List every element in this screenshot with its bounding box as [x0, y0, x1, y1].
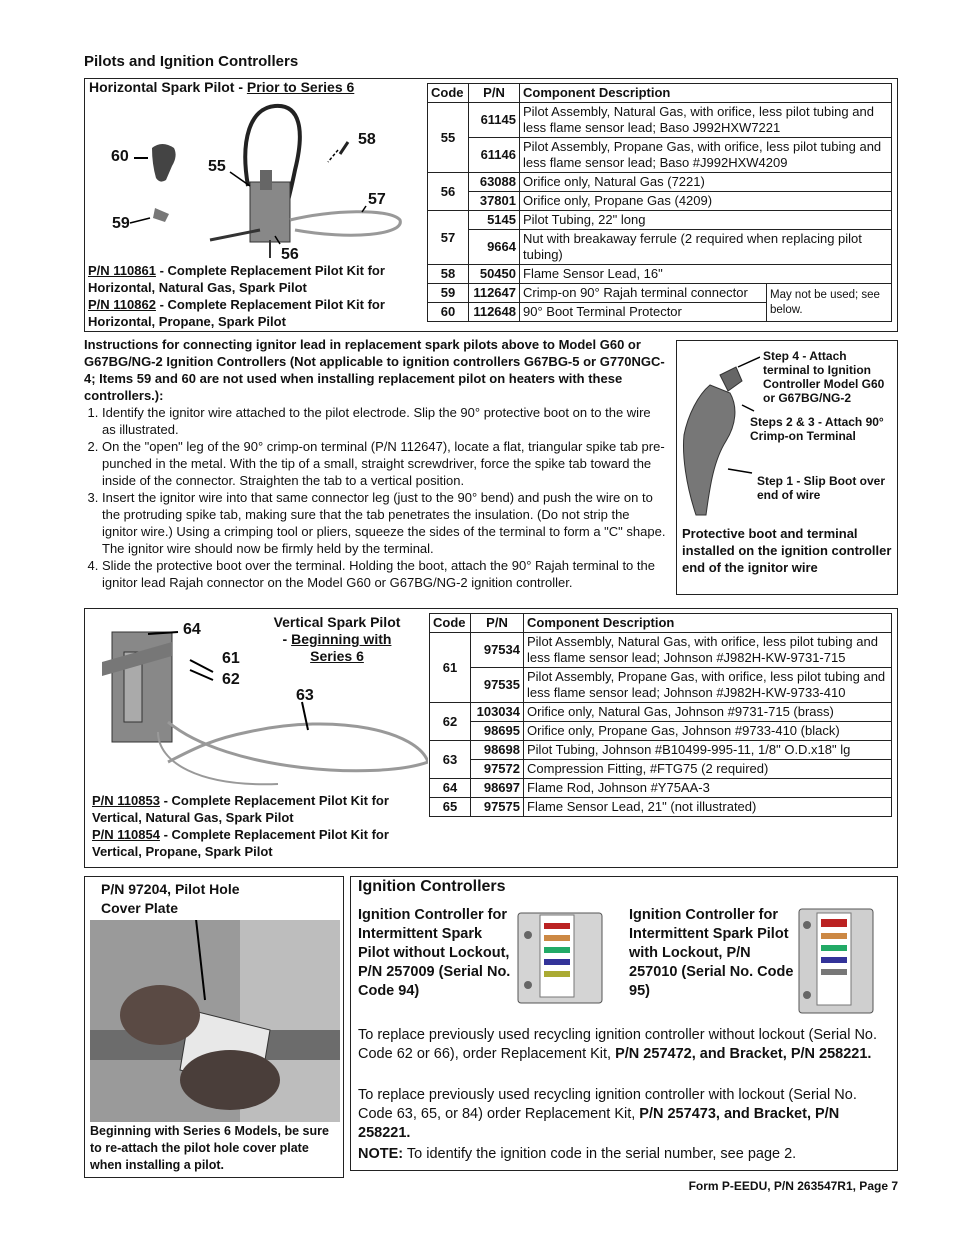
- controller-257009-image: [514, 905, 606, 1015]
- may-not-be-used-note: May not be used; see below.: [767, 284, 892, 322]
- label-56: 56: [281, 246, 299, 263]
- table-row: 62 103034 Orifice only, Natural Gas, Johnson #9731-715 (brass): [430, 703, 892, 722]
- table-row: 61 97534 Pilot Assembly, Natural Gas, with orifice, less pilot tubing and less flame sensor lead; Johnson #J982H-KW-9731-715: [430, 633, 892, 668]
- horizontal-parts-table: Code P/N Component Description 55 61145 Pilot Assembly, Natural Gas, with orifice, less pilot tubing and less flame sensor lead; Baso J992HXW7221 61146 Pilot Assembly, Propane Gas, with orifice, less pilot tubing and less flame sensor lead; Baso #J992HXW4209 56 63088 Orifice only, Natural Gas (7221) 37801 Orifice only, Propane Gas (4209) 57 5145 Pilot Tubing, 22" long 9664 Nut with breakaway ferrule (2 required when replacing pilot tubing) 58 50450 Flame Sensor Lead, 16" 59 112647 Crimp-on 90° Rajah terminal connector May not be used; see below. 60 112648 90° Boot Terminal Protector: [427, 83, 892, 322]
- prior-series-link: Prior to Series 6: [246, 79, 355, 95]
- label-61: 61: [222, 650, 240, 667]
- vertical-heading: Vertical Spark Pilot - Beginning with Series 6: [273, 614, 401, 664]
- label-57: 57: [368, 191, 386, 208]
- table-row: 61146 Pilot Assembly, Propane Gas, with orifice, less pilot tubing and less flame sensor lead; Baso #J992HXW4209: [428, 138, 892, 173]
- table-row: 56 63088 Orifice only, Natural Gas (7221): [428, 173, 892, 192]
- label-63: 63: [296, 687, 314, 704]
- replace-without-lockout: To replace previously used recycling ignition controller without lockout (Serial No. Code 62 or 66), order Replacement Kit, P/N 257472, and Bracket, P/N 258221.: [358, 1027, 878, 1062]
- controller-257010-image: [795, 905, 877, 1017]
- callout-step-4: Step 4 - Attach terminal to Ignition Controller Model G60 or G67BG/NG-2: [763, 349, 885, 405]
- callout-steps-2-3: Steps 2 & 3 - Attach 90° Crimp-on Terminal: [750, 415, 884, 443]
- table-row: 98695 Orifice only, Propane Gas, Johnson #9733-410 (black): [430, 722, 892, 741]
- cover-plate-caption: Beginning with Series 6 Models, be sure to re-attach the pilot hole cover plate when installing a pilot.: [90, 1124, 329, 1172]
- replace-with-lockout: To replace previously used recycling ignition controller with lockout (Serial No. Code 63, 65, or 84) order Replacement Kit, P/N 257473, and Bracket, P/N 258221.: [358, 1087, 857, 1141]
- callout-step-1: Step 1 - Slip Boot over end of wire: [757, 474, 886, 502]
- ignition-note: NOTE: To identify the ignition code in the serial number, see page 2.: [358, 1146, 797, 1162]
- label-60: 60: [111, 148, 129, 165]
- step-3: 3. Insert the ignitor wire into that same connector leg (just to the 90° bend) and push the wire on to the protruding spike tab, making sure that the tab penetrates the insulation. (Do not strip the ignitor wire.) Using a crimping tool or pliers, squeeze the sides of the terminal to form a "C" shape. The ignitor wire should now be firmly held by the terminal.: [102, 489, 666, 557]
- step-1: 1. Identify the ignitor wire attached to the pilot electrode. Slip the 90° protective boot on to the wire as illustrated.: [102, 404, 666, 438]
- table-row: 65 97575 Flame Sensor Lead, 21" (not illustrated): [430, 798, 892, 817]
- label-62: 62: [222, 671, 240, 688]
- label-64: 64: [183, 621, 201, 638]
- controller-257009-label: Ignition Controller for Intermittent Spark Pilot without Lockout, P/N 257009 (Serial No. Code 94): [358, 907, 511, 999]
- instructions-steps: [84, 404, 666, 591]
- step-2: 2. On the "open" leg of the 90° crimp-on terminal (P/N 112647), locate a flat, triangular spike tab pre-punched in the metal. With the tip of a small, straight screwdriver, force the spike tab toward the inside of the connector. Straighten the tab to a vertical position.: [102, 438, 666, 489]
- step-4: 4. Slide the protective boot over the terminal. Holding the boot, attach the 90° Rajah terminal to the ignitor lead Rajah connector on the Model G60 or G67BG/NG-2 ignition controller.: [102, 557, 666, 591]
- table-row: 97572 Compression Fitting, #FTG75 (2 required): [430, 760, 892, 779]
- table-row: 37801 Orifice only, Propane Gas (4209): [428, 192, 892, 211]
- horizontal-heading: Horizontal Spark Pilot - Prior to Series 6: [89, 79, 355, 95]
- table-row: 97535 Pilot Assembly, Propane Gas, with orifice, less pilot tubing and less flame sensor lead; Johnson #J982H-KW-9733-410: [430, 668, 892, 703]
- label-58: 58: [358, 131, 376, 148]
- vertical-kit-2: P/N 110854 - Complete Replacement Pilot Kit for Vertical, Propane, Spark Pilot: [92, 827, 389, 859]
- table-row: 59 112647 Crimp-on 90° Rajah terminal connector May not be used; see below.: [428, 284, 892, 303]
- table-row: 60 112648 90° Boot Terminal Protector: [428, 303, 892, 322]
- table-row: 55 61145 Pilot Assembly, Natural Gas, with orifice, less pilot tubing and less flame sensor lead; Baso J992HXW7221: [428, 103, 892, 138]
- page-title: Pilots and Ignition Controllers: [84, 53, 299, 70]
- table-row: 58 50450 Flame Sensor Lead, 16": [428, 265, 892, 284]
- table-row: 64 98697 Flame Rod, Johnson #Y75AA-3: [430, 779, 892, 798]
- table-row: 9664 Nut with breakaway ferrule (2 required when replacing pilot tubing): [428, 230, 892, 265]
- label-55: 55: [208, 158, 226, 175]
- boot-protector-image: [152, 144, 176, 182]
- ignition-heading: Ignition Controllers: [358, 878, 506, 895]
- table-row: 63 98698 Pilot Tubing, Johnson #B10499-995-11, 1/8" O.D.x18" lg: [430, 741, 892, 760]
- crimp-terminal-image: [153, 208, 169, 222]
- horizontal-kit-2: P/N 110862 - Complete Replacement Pilot Kit for Horizontal, Propane, Spark Pilot: [88, 297, 385, 329]
- label-59: 59: [112, 215, 130, 232]
- table-row: 57 5145 Pilot Tubing, 22" long: [428, 211, 892, 230]
- page-footer: Form P-EEDU, P/N 263547R1, Page 7: [688, 1179, 898, 1193]
- horizontal-kit-1: P/N 110861 - Complete Replacement Pilot Kit for Horizontal, Natural Gas, Spark Pilot: [88, 263, 385, 295]
- cover-plate-title: P/N 97204, Pilot Hole Cover Plate: [101, 881, 240, 916]
- cover-plate-photo: [90, 920, 340, 1122]
- vertical-parts-table: Code P/N Component Description 61 97534 Pilot Assembly, Natural Gas, with orifice, less pilot tubing and less flame sensor lead; Johnson #J982H-KW-9731-715 97535 Pilot Assembly, Propane Gas, with orifice, less pilot tubing and less flame sensor lead; Johnson #J982H-KW-9733-410 62 103034 Orifice only, Natural Gas, Johnson #9731-715 (brass) 98695 Orifice only, Propane Gas, Johnson #9733-410 (black) 63 98698 Pilot Tubing, Johnson #B10499-995-11, 1/8" O.D.x18" lg 97572 Compression Fitting, #FTG75 (2 required) 64 98697 Flame Rod, Johnson #Y75AA-3 65 97575 Flame Sensor Lead, 21" (not illustrated): [429, 613, 892, 817]
- controller-257010-label: Ignition Controller for Intermittent Spark Pilot with Lockout, P/N 257010 (Serial No. Code 95): [629, 907, 794, 999]
- vertical-kit-1: P/N 110853 - Complete Replacement Pilot Kit for Vertical, Natural Gas, Spark Pilot: [92, 793, 389, 825]
- horizontal-pilot-illustration: [100, 100, 420, 265]
- instructions-intro: Instructions for connecting ignitor lead in replacement spark pilots above to Model G60 or G67BG/NG-2 Ignition Controllers (Not applicable to ignition controllers G67BG-5 or G770NGC-4; Items 59 and 60 are not used when installing replacement pilot on heaters with these controllers.):: [84, 337, 665, 403]
- boot-terminal-illustration: [680, 345, 760, 520]
- boot-figure-caption: Protective boot and terminal installed on the ignition controller end of the ignitor wire: [682, 526, 892, 575]
